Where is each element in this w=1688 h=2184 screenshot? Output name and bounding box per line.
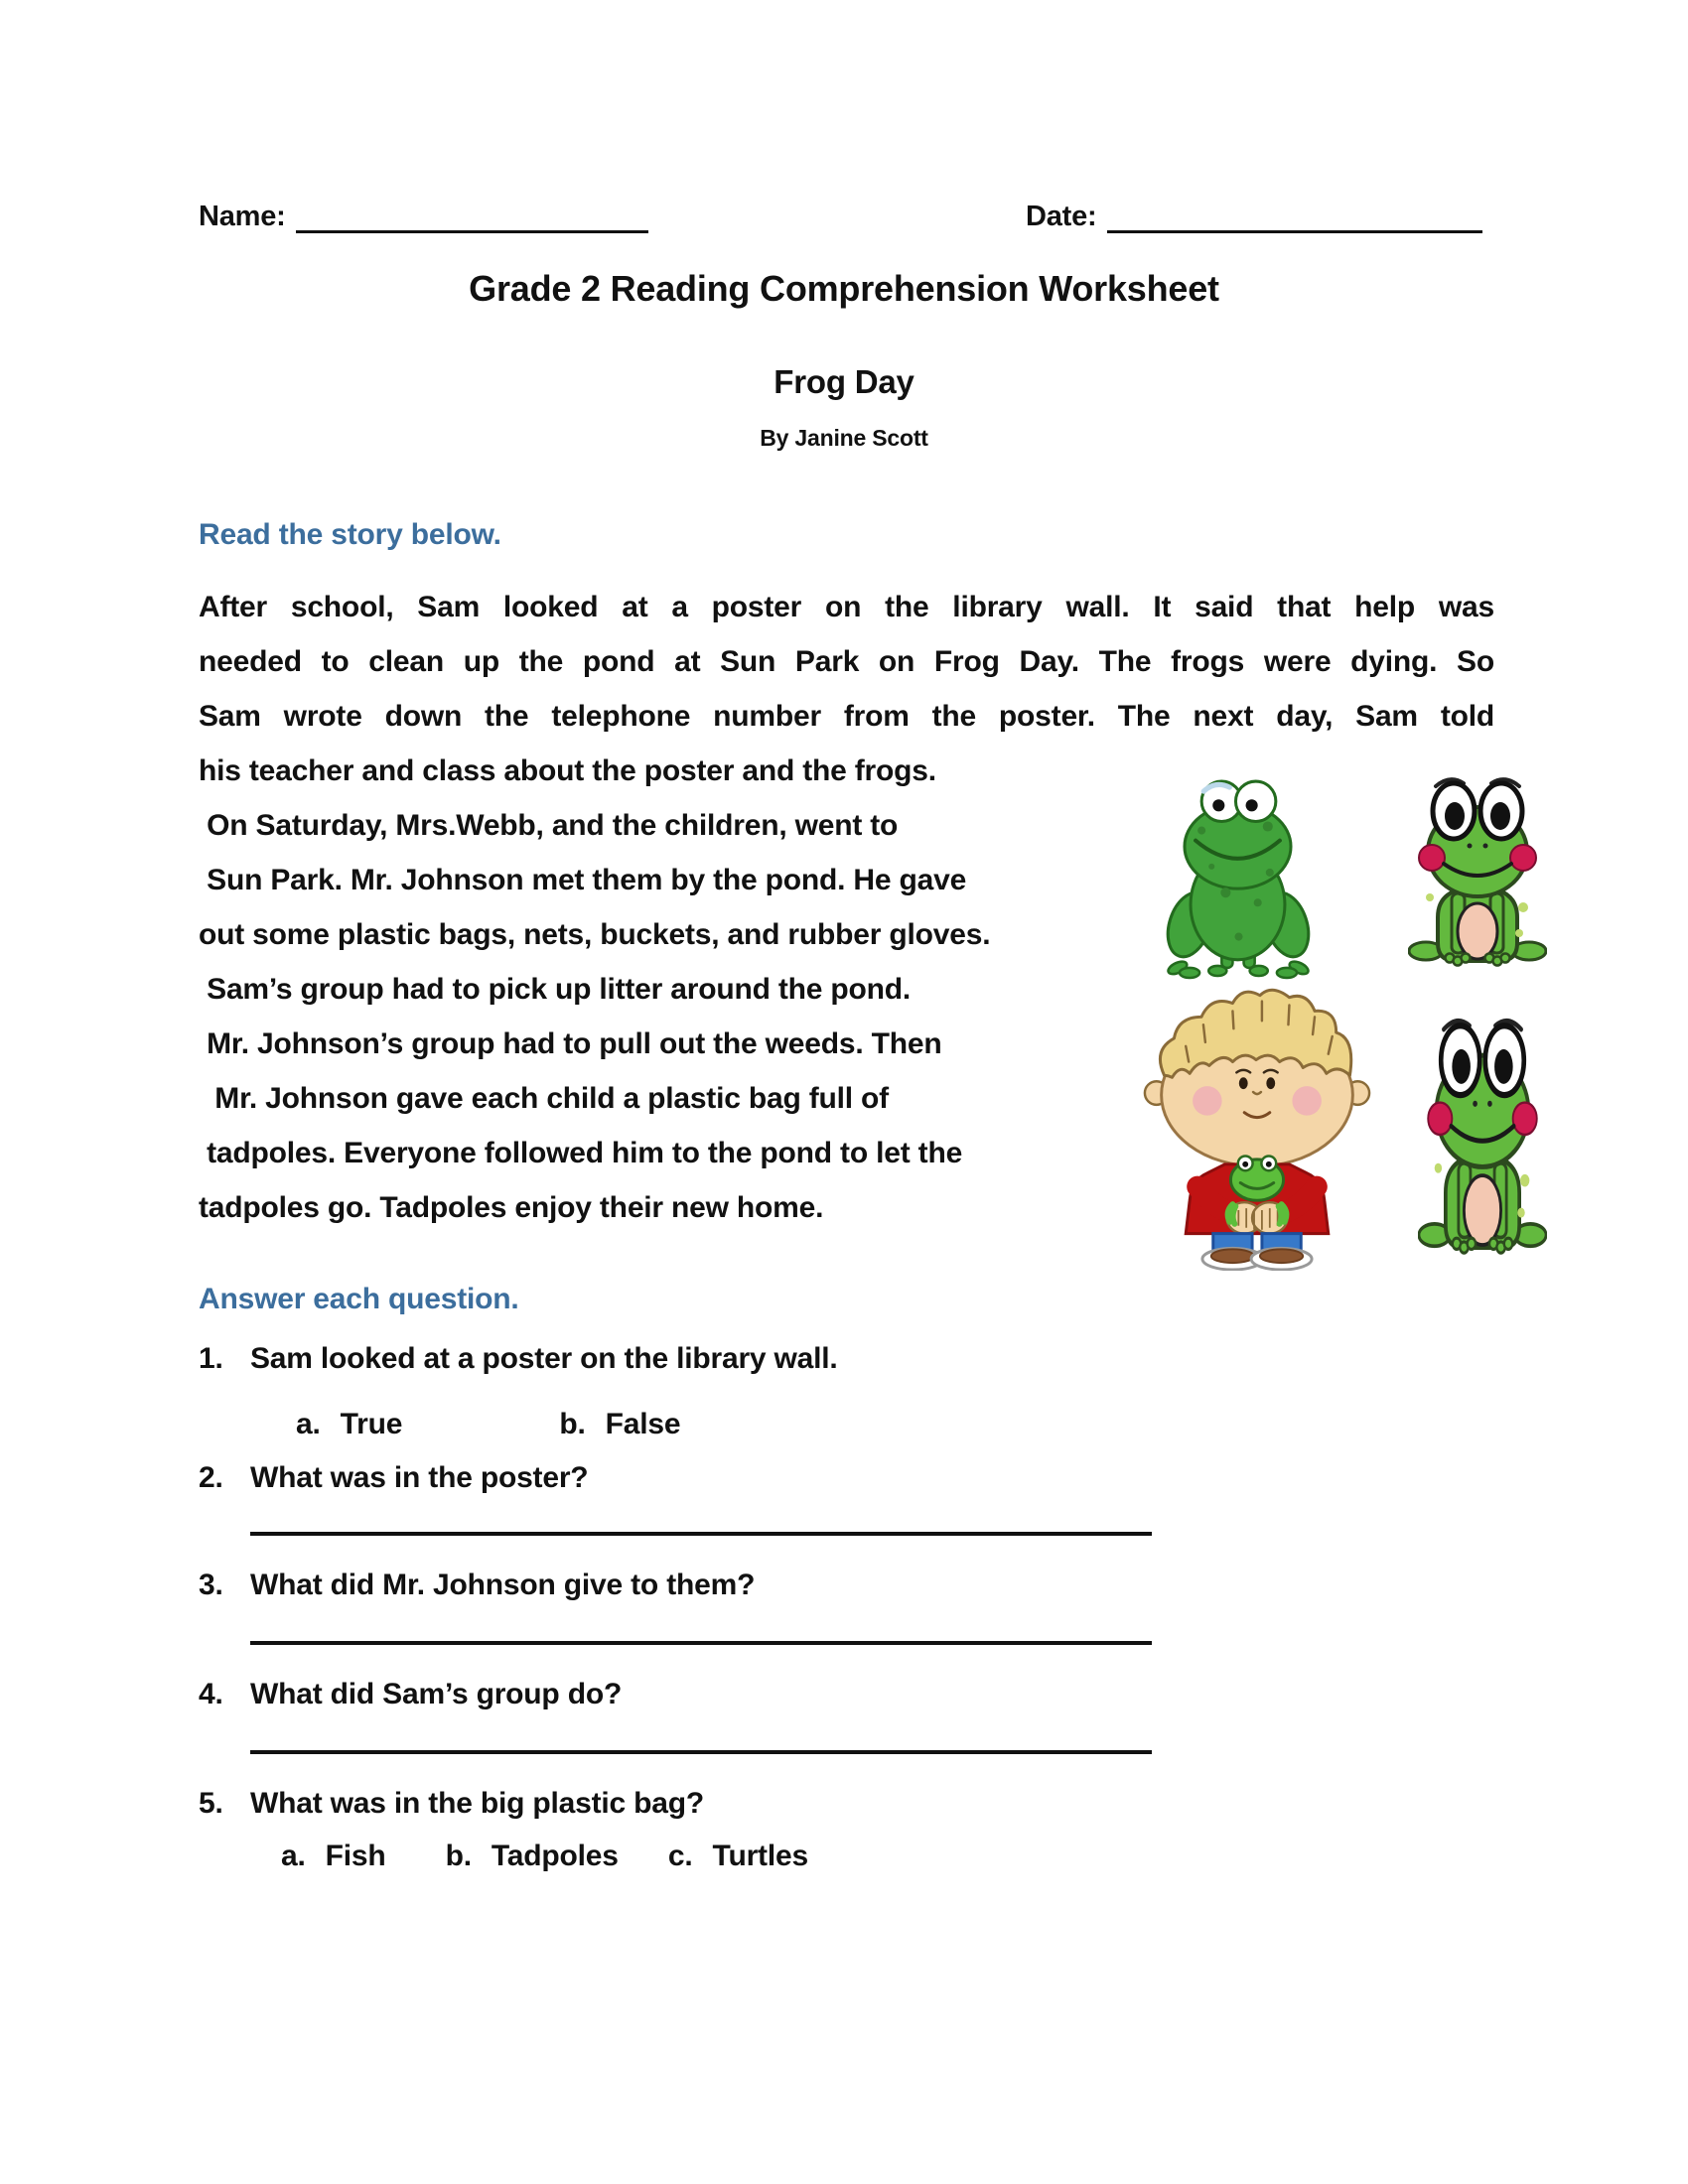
story-title: Frog Day	[774, 363, 914, 400]
question-2	[199, 1461, 1390, 1495]
date-label: Date:	[1026, 201, 1097, 232]
read-instruction: Read the story below.	[199, 518, 501, 551]
option-b[interactable]: b. Tadpoles	[445, 1840, 619, 1872]
date-blank-line[interactable]	[1107, 197, 1482, 233]
name-blank-line[interactable]	[296, 197, 648, 233]
story-line: Sam’s group had to pick up litter around the pond.	[199, 973, 912, 1006]
story-line: Mr. Johnson gave each child a plastic bag full of	[199, 1082, 889, 1115]
story-line: tadpoles. Everyone followed him to the pond to let the	[199, 1137, 963, 1169]
question-text: Sam looked at a poster on the library wall.	[250, 1342, 838, 1375]
question-5-options	[281, 1840, 808, 1873]
story-line: On Saturday, Mrs.Webb, and the children, went to	[199, 809, 899, 842]
question-number: 2.	[199, 1461, 223, 1494]
name-field	[199, 197, 648, 233]
question-number: 3.	[199, 1569, 223, 1601]
option-a[interactable]: a. Fish	[281, 1840, 386, 1872]
option-c[interactable]: c. Turtles	[667, 1840, 808, 1872]
boy-holding-frog-clipart	[1132, 978, 1382, 1271]
question-text: What did Mr. Johnson give to them?	[250, 1569, 756, 1601]
question-4	[199, 1678, 1390, 1711]
big-eyed-frog-clipart	[1403, 766, 1552, 975]
question-number: 1.	[199, 1342, 223, 1375]
answer-instruction: Answer each question.	[199, 1283, 519, 1315]
story-line: out some plastic bags, nets, buckets, and rubber gloves.	[199, 918, 991, 951]
story-line: needed to clean up the pond at Sun Park on Frog Day. The frogs were dying. So	[199, 645, 1494, 678]
story-line: Sun Park. Mr. Johnson met them by the pond. He gave	[199, 864, 967, 896]
answer-line-question-2[interactable]	[250, 1532, 1152, 1536]
question-1	[199, 1342, 1390, 1376]
byline: By Janine Scott	[760, 425, 928, 451]
option-b[interactable]: b. False	[559, 1408, 681, 1440]
question-3	[199, 1569, 1390, 1602]
answer-line-question-4[interactable]	[250, 1750, 1152, 1754]
story-line: his teacher and class about the poster and the frogs.	[199, 754, 936, 787]
story-line: After school, Sam looked at a poster on the library wall. It said that help was	[199, 591, 1494, 623]
question-text: What was in the big plastic bag?	[250, 1787, 704, 1820]
big-eyed-frog-clipart	[1418, 1005, 1547, 1265]
question-number: 5.	[199, 1787, 223, 1820]
option-a[interactable]: a. True	[296, 1408, 403, 1440]
page-title: Grade 2 Reading Comprehension Worksheet	[469, 268, 1219, 309]
question-1-options	[296, 1408, 680, 1441]
question-5	[199, 1787, 1390, 1821]
question-text: What did Sam’s group do?	[250, 1678, 623, 1710]
story-line: tadpoles go. Tadpoles enjoy their new home.	[199, 1191, 824, 1224]
date-field	[1026, 197, 1482, 233]
green-frog-clipart	[1164, 774, 1313, 980]
story-line: Sam wrote down the telephone number from the poster. The next day, Sam told	[199, 700, 1494, 733]
name-label: Name:	[199, 201, 286, 232]
question-text: What was in the poster?	[250, 1461, 589, 1494]
question-number: 4.	[199, 1678, 223, 1710]
story-line: Mr. Johnson’s group had to pull out the weeds. Then	[199, 1027, 942, 1060]
answer-line-question-3[interactable]	[250, 1641, 1152, 1645]
